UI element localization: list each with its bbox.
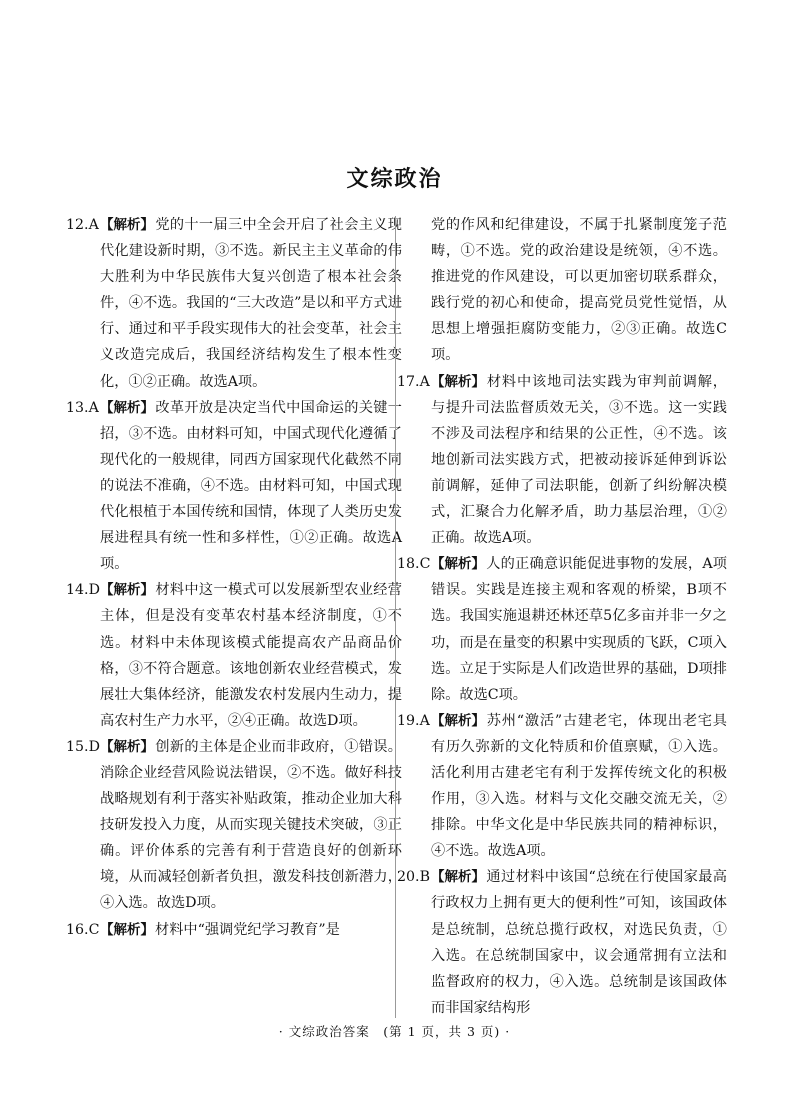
answer-text: 通过材料中该国“总统在行使国家最高行政权力上拥有更大的便利性”可知，该国政体是总统制，总统总揽行政权，对选民负责，①入选。在总统制国家中，议会通常拥有立法和监督政府的权力，④入选。总统制是该国政体而非国家结构形 (431, 869, 727, 1016)
right-column (397, 212, 727, 1021)
analysis-tag: 【解析】 (100, 738, 154, 755)
answer-item-18: 18.C【解析】人的正确意识能促进事物的发展，A项错误。实践是连接主观和客观的桥梁，B项不选。我国实施退耕还林还草5亿多亩并非一夕之功，而是在量变的积累中实现质的飞跃，C项入选。立足于实际是人们改造世界的基础，D项排除。故选C项。 (397, 551, 727, 708)
analysis-tag: 【解析】 (100, 217, 154, 233)
answer-text: 创新的主体是企业而非政府，①错误。消除企业经营风险说法错误，②不选。做好科技战略规划有利于落实补贴政策，推动企业加大科技研发投入力度，从而实现关键技术突破，③正确。评价体系的完善有利于营造良好的创新环境，从而减轻创新者负担，激发科技创新潜力，④入选。故选D项。 (100, 738, 402, 912)
answer-text: 材料中“强调党纪学习教育”是 (155, 921, 340, 938)
page-footer: · 文综政治答案 (第 1 页，共 3 页) · (278, 1024, 511, 1039)
answer-text: 改革开放是决定当代中国命运的关键一招，③不选。由材料可知，中国式现代化遵循了现代化的一般规律，同西方国家现代化截然不同的说法不准确，④不选。由材料可知，中国式现代化根植于本国传统和国情，体现了人类历史发展进程具有统一性和多样性，①②正确。故选A项。 (100, 399, 402, 573)
column-divider (395, 216, 396, 1018)
answer-item-16-continuation: 党的作风和纪律建设，不属于扎紧制度笼子范畴，①不选。党的政治建设是统领，④不选。推进党的作风建设，可以更加密切联系群众，践行党的初心和使命，提高党员党性觉悟，从思想上增强拒腐防变能力，②③正确。故选C项。 (431, 217, 727, 364)
answer-text: 苏州“激活”古建老宅，体现出老宅具有历久弥新的文化特质和价值禀赋，①入选。活化利用古建老宅有利于发挥传统文化的积极作用，③入选。材料与文化交融交流无关，②排除。中华文化是中华民族共同的精神标识，④不选。故选A项。 (431, 712, 727, 860)
answer-item-20: 20.B【解析】通过材料中该国“总统在行使国家最高行政权力上拥有更大的便利性”可知，该国政体是总统制，总统总揽行政权，对选民负责，①入选。在总统制国家中，议会通常拥有立法和监督政府的权力，④入选。总统制是该国政体而非国家结构形 (397, 864, 727, 1021)
analysis-tag: 【解析】 (100, 399, 154, 416)
answer-text: 材料中该地司法实践为审判前调解，与提升司法监督质效无关，③不选。这一实践不涉及司法程序和结果的公正性，④不选。该地创新司法实践方式，把被动接诉延伸到诉讼前调解，延伸了司法职能，创新了纠纷解决模式，汇聚合力化解矛盾，助力基层治理，①②正确。故选A项。 (431, 373, 727, 547)
answer-text: 党的十一届三中全会开启了社会主义现代化建设新时期，③不选。新民主主义革命的伟大胜利为中华民族伟大复兴创造了根本社会条件，④不选。我国的“三大改造”是以和平方式进行、通过和平手段实现伟大的社会变革，社会主义改造完成后，我国经济结构发生了根本性变化，①②正确。故选A项。 (100, 217, 402, 390)
analysis-tag: 【解析】 (100, 582, 154, 599)
answer-item-14: 14.D【解析】材料中这一模式可以发展新型农业经营主体，但是没有变革农村基本经济制度，①不选。材料中未体现该模式能提高农产品商品价格，③不符合题意。该地创新农业经营模式，发展壮大集体经济，能激发农村发展内生动力，提高农村生产力水平，②④正确。故选D项。 (66, 577, 402, 734)
answer-text: 人的正确意识能促进事物的发展，A项错误。实践是连接主观和客观的桥梁，B项不选。我国实施退耕还林还草5亿多亩并非一夕之功，而是在量变的积累中实现质的飞跃，C项入选。立足于实际是人们改造世界的基础，D项排除。故选C项。 (431, 556, 727, 703)
page-title: 文综政治 (346, 167, 443, 192)
analysis-tag: 【解析】 (100, 921, 154, 938)
analysis-tag: 【解析】 (431, 869, 485, 886)
answer-item-19: 19.A【解析】苏州“激活”古建老宅，体现出老宅具有历久弥新的文化特质和价值禀赋，①入选。活化利用古建老宅有利于发挥传统文化的积极作用，③入选。材料与文化交融交流无关，②排除。中华文化是中华民族共同的精神标识，④不选。故选A项。 (397, 708, 727, 865)
analysis-tag: 【解析】 (431, 556, 485, 573)
answer-item-16: 16.C【解析】材料中“强调党纪学习教育”是 (66, 917, 402, 943)
analysis-tag: 【解析】 (431, 373, 485, 390)
answer-item-17: 17.A【解析】材料中该地司法实践为审判前调解，与提升司法监督质效无关，③不选。这一实践不涉及司法程序和结果的公正性，④不选。该地创新司法实践方式，把被动接诉延伸到诉讼前调解，延伸了司法职能，创新了纠纷解决模式，汇聚合力化解矛盾，助力基层治理，①②正确。故选A项。 (397, 369, 727, 552)
answer-item-13: 13.A【解析】改革开放是决定当代中国命运的关键一招，③不选。由材料可知，中国式现代化遵循了现代化的一般规律，同西方国家现代化截然不同的说法不准确，④不选。由材料可知，中国式现代化根植于本国传统和国情，体现了人类历史发展进程具有统一性和多样性，①②正确。故选A项。 (66, 395, 402, 578)
answer-item-15: 15.D【解析】创新的主体是企业而非政府，①错误。消除企业经营风险说法错误，②不选。做好科技战略规划有利于落实补贴政策，推动企业加大科技研发投入力度，从而实现关键技术突破，③正确。评价体系的完善有利于营造良好的创新环境，从而减轻创新者负担，激发科技创新潜力，④入选。故选D项。 (66, 734, 402, 917)
analysis-tag: 【解析】 (431, 712, 485, 729)
answer-item-12: 12.A【解析】党的十一届三中全会开启了社会主义现代化建设新时期，③不选。新民主主义革命的伟大胜利为中华民族伟大复兴创造了根本社会条件，④不选。我国的“三大改造”是以和平方式进行、通过和平手段实现伟大的社会变革，社会主义改造完成后，我国经济结构发生了根本性变化，①②正确。故选A项。 (66, 212, 402, 395)
answer-text: 材料中这一模式可以发展新型农业经营主体，但是没有变革农村基本经济制度，①不选。材料中未体现该模式能提高农产品商品价格，③不符合题意。该地创新农业经营模式，发展壮大集体经济，能激发农村发展内生动力，提高农村生产力水平，②④正确。故选D项。 (100, 582, 402, 729)
left-column (66, 212, 402, 943)
